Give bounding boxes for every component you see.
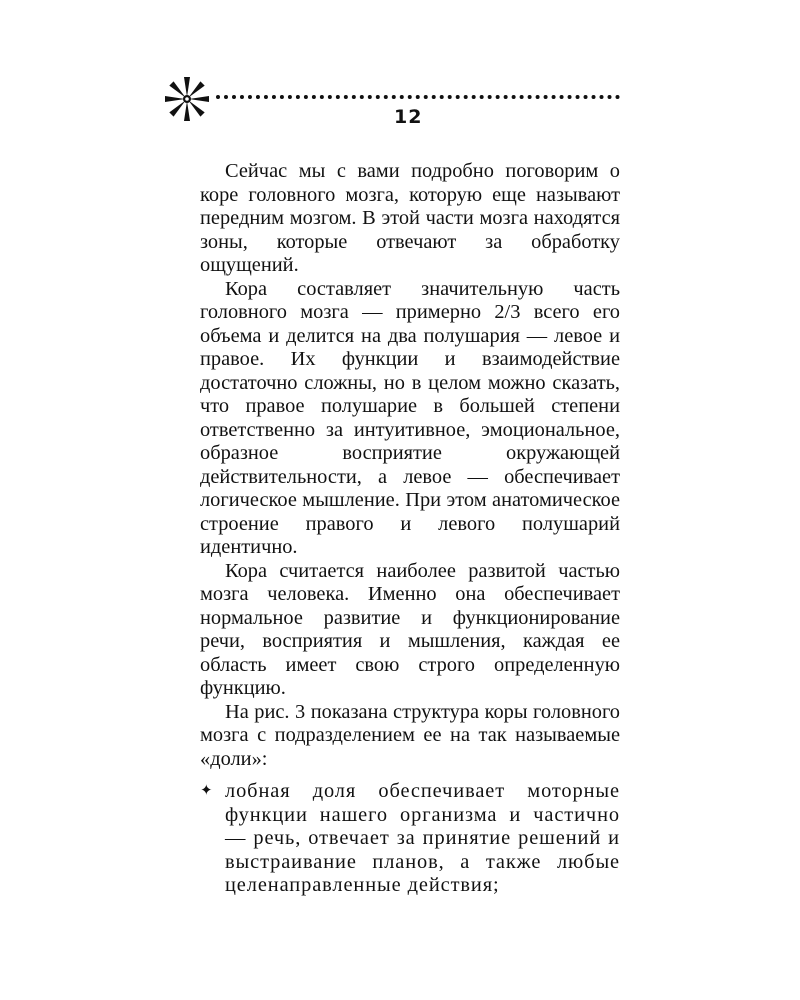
star-bullet-icon: ✦ [200,783,214,799]
asterisk-ornament-icon [162,74,212,124]
paragraph: Кора считается наиболее развитой частью мозга человека. Именно она обеспечивает нормальное развитие и функционирование речи, восприятия и мышления, каждая ее область имеет свою строго определенную функцию. [200,559,620,699]
dotted-rule [216,95,620,103]
lobes-list [200,780,620,898]
body-text [200,160,620,898]
page-number: 12 [394,106,423,128]
list-item [200,780,620,898]
paragraph: На рис. 3 показана структура коры головного мозга с подразделением ее на так называемые «доли»: [200,700,620,770]
list-item-text: лобная доля обеспечивает моторные функции нашего организма и частично — речь, отвечает за принятие решений и выстраивание планов, а также любые целенаправленные действия; [225,780,620,896]
paragraph: Кора составляет значительную часть головного мозга — примерно 2/3 всего его объема и делится на два полушария — левое и правое. Их функции и взаимодействие достаточно сложны, но в целом можно сказать, что правое полушарие в большей степени ответственно за интуитивное, эмоциональное, образное восприятие окружающей действительности, а левое — обеспечивает логическое мышление. При этом анатомическое строение правого и левого полушарий идентично. [200,277,620,558]
page-header [162,74,622,134]
paragraph: Сейчас мы с вами подробно поговорим о коре головного мозга, которую еще называют передним мозгом. В этой части мозга находятся зоны, которые отвечают за обработку ощущений. [200,160,620,276]
